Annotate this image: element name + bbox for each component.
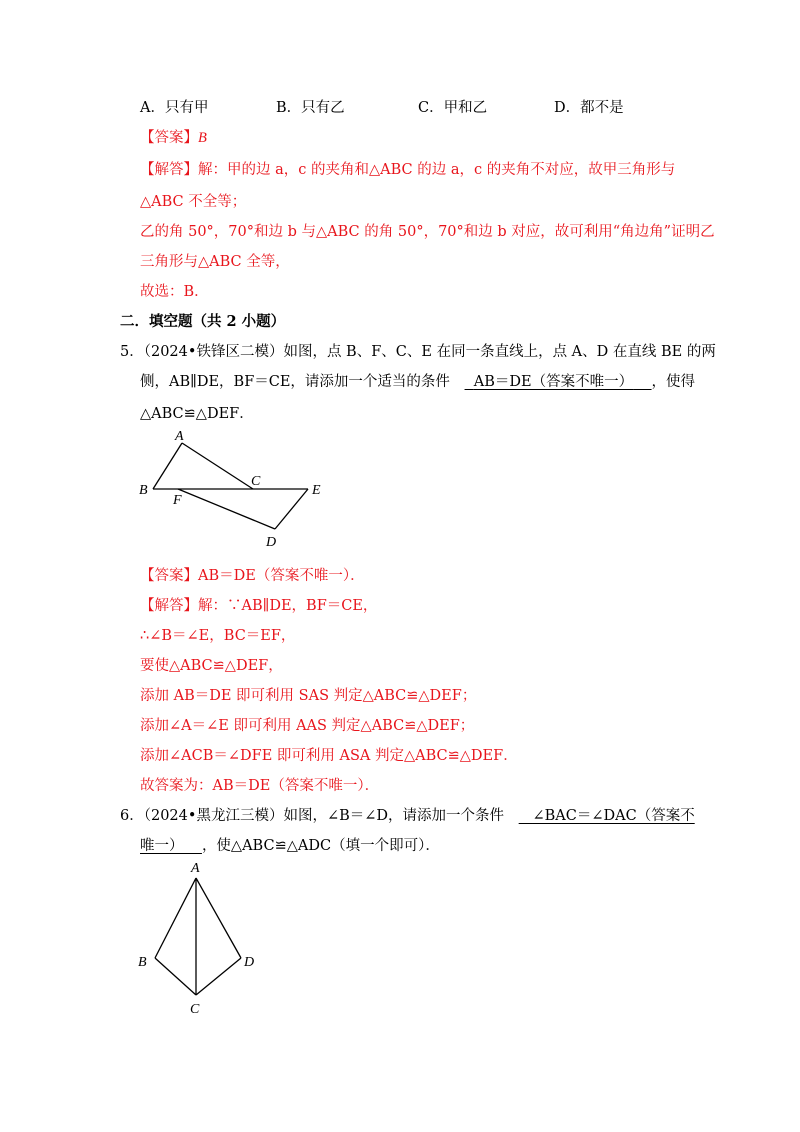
q4-options (140, 98, 680, 118)
q5-analysis-line-5: 添加∠A＝∠E 即可利用 AAS 判定△ABC≌△DEF； (140, 718, 475, 734)
q4-analysis-line-3: 乙的角 50°，70°和边 b 与△ABC 的角 50°，70°和边 b 对应，故可利用“角边角”证明乙 (140, 224, 715, 240)
analysis-tag: 【解答】 (140, 598, 198, 614)
q6-stem-line-1 (120, 806, 695, 826)
segment-ab (155, 878, 196, 958)
analysis-text: 解：∵AB∥DE，BF＝CE， (198, 598, 378, 614)
q5-analysis-line-7: 故答案为：AB＝DE（答案不唯一）． (140, 778, 380, 794)
q4-answer (140, 128, 207, 148)
label-e: E (312, 483, 321, 498)
q6-stem-line-2 (140, 836, 440, 856)
label-b: B (139, 483, 148, 498)
q4-option-c: C．甲和乙 (418, 100, 488, 116)
q5-figure (135, 425, 335, 550)
question-number: 5． (120, 344, 144, 360)
segment-fd (178, 489, 275, 529)
label-c: C (190, 1002, 200, 1017)
question-source: （2024•黑龙江三模） (143, 808, 284, 824)
answer-blank-part-2: 唯一） (140, 838, 184, 854)
q4-analysis-line-1 (140, 160, 675, 180)
stem-text: ，使得 (651, 374, 696, 390)
label-d: D (266, 535, 277, 550)
q5-stem-line-1 (120, 342, 716, 362)
answer-value: AB＝DE（答案不唯一）． (198, 568, 365, 584)
label-b: B (138, 955, 147, 970)
segment-ed (275, 489, 308, 529)
q5-analysis-line-2: ∴∠B＝∠E，BC＝EF， (140, 628, 296, 644)
q4-analysis-line-5: 故选：B． (140, 284, 209, 300)
segment-bc (155, 958, 196, 995)
segment-dc (196, 958, 241, 995)
q4-option-a: A．只有甲 (140, 100, 209, 116)
stem-text: ，使△ABC≌△ADC（填一个即可）． (201, 838, 440, 854)
analysis-intro: 解： (198, 162, 227, 178)
q5-analysis-line-6: 添加∠ACB＝∠DFE 即可利用 ASA 判定△ABC≌△DEF． (140, 748, 518, 764)
analysis-text: 甲的边 a，c 的夹角和△ABC 的边 a，c 的夹角不对应，故甲三角形与 (227, 162, 676, 178)
q5-stem-line-2 (140, 372, 695, 392)
label-a: A (191, 861, 200, 876)
q5-analysis-line-3: 要使△ABC≌△DEF， (140, 658, 283, 674)
segment-ac (182, 443, 253, 489)
answer-tag: 【答案】 (140, 130, 198, 146)
q5-answer (140, 566, 365, 586)
question-source: （2024•铁锋区二模） (143, 344, 284, 360)
label-a: A (175, 429, 184, 444)
q5-analysis-line-1 (140, 596, 377, 616)
q4-option-b: B．只有乙 (276, 100, 345, 116)
stem-text: 如图，∠B＝∠D，请添加一个条件 (283, 808, 505, 824)
answer-blank: AB＝DE（答案不唯一） (473, 374, 634, 390)
answer-tag: 【答案】 (140, 568, 198, 584)
section-title: 二．填空题（共 2 小题） (120, 313, 286, 330)
answer-blank-part-1: ∠BAC＝∠DAC（答案不 (532, 808, 695, 824)
stem-text: 如图，点 B、F、C、E 在同一条直线上，点 A、D 在直线 BE 的两 (283, 344, 716, 360)
answer-value: B (198, 130, 207, 146)
q5-stem-line-3: △ABC≌△DEF． (140, 406, 254, 422)
q6-figure (133, 858, 273, 1018)
label-c: C (251, 474, 261, 489)
segment-ab (153, 443, 182, 489)
label-d: D (244, 955, 255, 970)
stem-text: 侧，AB∥DE，BF＝CE，请添加一个适当的条件 (140, 374, 450, 390)
q4-analysis-line-4: 三角形与△ABC 全等， (140, 254, 290, 270)
segment-ad (196, 878, 241, 958)
question-number: 6． (120, 808, 144, 824)
q4-option-d: D．都不是 (554, 100, 624, 116)
analysis-tag: 【解答】 (140, 162, 198, 178)
q4-analysis-line-2: △ABC 不全等； (140, 194, 247, 210)
q5-analysis-line-4: 添加 AB＝DE 即可利用 SAS 判定△ABC≌△DEF； (140, 688, 477, 704)
label-f: F (173, 493, 182, 508)
